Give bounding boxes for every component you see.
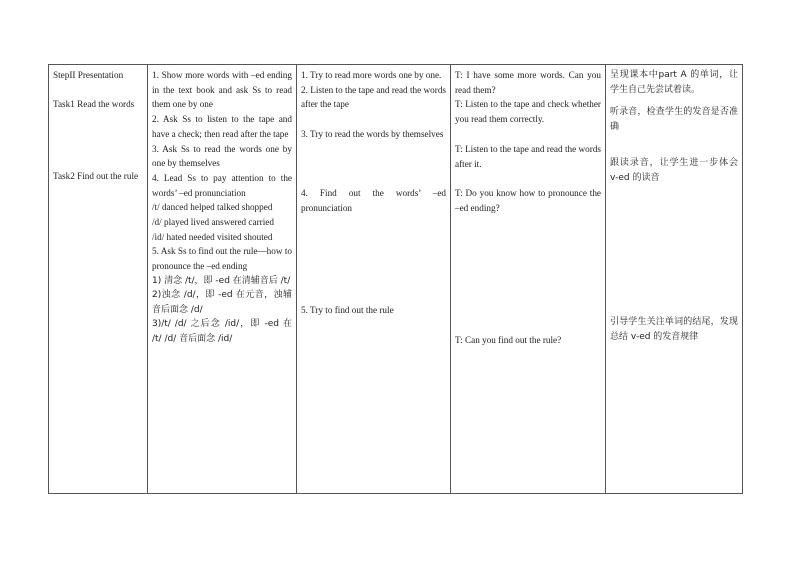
teacher-talk-column xyxy=(451,65,606,494)
rule-2: 2)浊念 /d/，即 -ed 在元音，浊辅音后面念 /d/ xyxy=(152,290,292,315)
purpose-column xyxy=(606,65,743,494)
lesson-plan-table xyxy=(48,64,743,494)
id-sound-words: /id/ hated needed visited shouted xyxy=(152,231,273,242)
purpose-1: 呈现课本中part A 的单词，让学生自己先尝试着读。 xyxy=(610,70,738,95)
activity-2: 2. Listen to the tape and read the words after the tape xyxy=(301,84,446,110)
d-sound-words: /d/ played lived answered carried xyxy=(152,217,274,228)
procedure-4: 4. Lead Ss to pay attention to the words’ –ed pronunciation xyxy=(152,172,292,198)
procedure-2: 2. Ask Ss to listen to the tape and have a check; then read after the tape xyxy=(152,114,292,139)
task2-label: Task2 Find out the rule xyxy=(53,171,139,182)
student-activity-column xyxy=(297,65,451,494)
purpose-2: 听录音，检查学生的发音是否准确 xyxy=(610,107,738,132)
talk-5: T: Can you find out the rule? xyxy=(455,334,562,345)
talk-1: T: I have some more words. Can you read them? xyxy=(455,70,601,95)
talk-3: T: Listen to the tape and read the words after it. xyxy=(455,143,601,169)
t-sound-words: /t/ danced helped talked shopped xyxy=(152,202,273,213)
task1-label: Task1 Read the words xyxy=(53,98,135,109)
purpose-3: 跟读录音，让学生进一步体会 v-ed 的读音 xyxy=(610,158,738,183)
activity-4: 4. Find out the words’ –ed pronunciation xyxy=(301,187,446,213)
activity-3: 3. Try to read the words by themselves xyxy=(301,129,444,140)
activity-1: 1. Try to read more words one by one. xyxy=(301,70,442,80)
talk-4: T: Do you know how to pronounce the –ed ending? xyxy=(455,188,601,213)
activity-5: 5. Try to find out the rule xyxy=(301,305,394,316)
teacher-procedure-column xyxy=(148,65,297,494)
procedure-1: 1. Show more words with –ed ending in the text book and ask Ss to read them one by one xyxy=(152,70,292,110)
step-title: StepII Presentation xyxy=(53,70,124,80)
step-column xyxy=(49,65,148,494)
talk-2: T: Listen to the tape and check whether you read them correctly. xyxy=(455,99,601,125)
rule-3: 3)/t/ /d/ 之后念 /id/，即 -ed 在 /t/ /d/ 音后面念 /id/ xyxy=(152,319,292,344)
table-row xyxy=(49,65,743,494)
purpose-4: 引导学生关注单词的结尾，发现总结 v-ed 的发音规律 xyxy=(610,317,738,342)
procedure-3: 3. Ask Ss to read the words one by one by themselves xyxy=(152,143,292,169)
procedure-5: 5. Ask Ss to find out the rule—how to pronounce the –ed ending xyxy=(152,246,292,272)
rule-1: 1) 清念 /t/，即 -ed 在清辅音后 /t/ xyxy=(152,275,291,286)
